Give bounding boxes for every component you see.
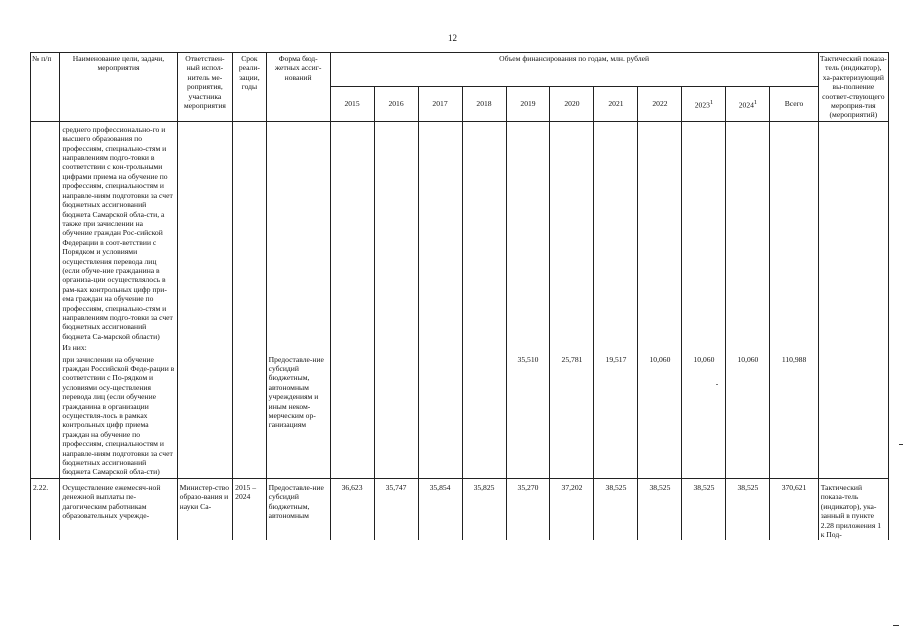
- cell-empty: [330, 342, 374, 353]
- cell-empty: [682, 342, 726, 353]
- value-cell: 38,525: [726, 478, 770, 540]
- cell-empty: [266, 342, 330, 353]
- cell-empty: [418, 342, 462, 353]
- value-cell: 36,623: [330, 478, 374, 540]
- header-year: 2021: [594, 86, 638, 121]
- value-cell: 35,747: [374, 478, 418, 540]
- row-term: 2015 – 2024: [233, 478, 267, 540]
- value-cell: 38,525: [594, 478, 638, 540]
- value-cell: 35,825: [462, 478, 506, 540]
- sub-item-description: при зачислении на обучение граждан Российской Феде-рации в соответствии с По-рядком и условиями осу-ществления перевода лиц (если обучение гражданина в организации осуществля-лось в рамках контрольных цифр приема граждан на обучение по профессиям, специальностям и направле-ниям подготовки за счет бюджетных ассигнований бюджета Самарской обла-сти): [60, 354, 177, 479]
- of-them-label: Из них:: [60, 342, 177, 353]
- sub-item-form: Предоставле-ние субсидий бюджетным, автономным учреждениям и иным неком-мерческим ор-ганизациям: [266, 354, 330, 479]
- cell-empty: [818, 354, 888, 479]
- footnote-mark: 1: [709, 98, 714, 106]
- year-label: 2024: [738, 100, 754, 110]
- header-form: Форма бюд-жетных ассиг-нований: [266, 53, 330, 122]
- row-responsible: Министер-ство образо-вания и науки Са-: [177, 478, 233, 540]
- table-row: [31, 121, 889, 342]
- value-cell: 37,202: [550, 478, 594, 540]
- year-label: 2023: [694, 100, 710, 110]
- cell-number: [31, 354, 60, 479]
- margin-mark: [899, 444, 903, 445]
- value-cell: 38,525: [682, 478, 726, 540]
- cell-empty: [594, 121, 638, 342]
- header-year: 2020: [550, 86, 594, 121]
- value-cell: 25,781: [550, 354, 594, 479]
- value-cell: 10,060: [726, 354, 770, 479]
- header-year: [682, 86, 726, 121]
- header-name: Наименование цели, задачи, мероприятия: [60, 53, 177, 122]
- value-cell: 10,060: [638, 354, 682, 479]
- total-cell: 110,988: [770, 354, 818, 479]
- header-indicator: Тактический показа-тель (индикатор), ха-рактеризующий вы-полнение соответ-ствующего мероприя-тия (мероприятий): [819, 54, 887, 120]
- cell-empty: [506, 121, 550, 342]
- cell-empty: [330, 121, 374, 342]
- row-number: 2.22.: [31, 478, 60, 540]
- cell-empty: [177, 354, 233, 479]
- cell-empty: [233, 121, 267, 342]
- cell-empty: [818, 342, 888, 353]
- header-year: 2017: [418, 86, 462, 121]
- cell-empty: [374, 121, 418, 342]
- value-cell: 10,060: [682, 354, 726, 479]
- header-year: 2018: [462, 86, 506, 121]
- cell-empty: [462, 121, 506, 342]
- cell-empty: [682, 121, 726, 342]
- cell-empty: [770, 121, 818, 342]
- cell-empty: [177, 121, 233, 342]
- header-funding: Объем финансирования по годам, млн. рублей: [330, 53, 818, 87]
- continued-description: среднего профессионально-го и высшего образования по профессиям, специально-стям и направлениям подго-товки в соответствии с кон-трольными цифрами приема на обучение по профессиям, специальностям и направле-ниям подготовки за счет бюджетных ассигнований бюджета Самарской обла-сти, а также при зачислении на обучение граждан Рос-сийской Федерации в соот-ветствии с Порядком и условиями осуществления перевода лиц (если обуче-ние гражданина в организа-ции осуществлялось в рам-ках контрольных цифр при-ема граждан на обучение по профессиям, специально-стям и направлениям подго-товки за счет бюджетных ассигнований бюджета Са-марской области): [60, 121, 177, 342]
- row-indicator: Тактический показа-тель (индикатор), ука-занный в пункте 2.28 приложения 1 к Под-: [818, 478, 888, 540]
- header-responsible: Ответствен-ный испол-нитель ме-роприятия, участника мероприятия: [177, 53, 233, 122]
- table-row: [31, 478, 889, 540]
- total-cell: 370,621: [770, 478, 818, 540]
- cell-number: [31, 342, 60, 353]
- funding-table: [30, 52, 889, 540]
- cell-empty: [233, 354, 267, 479]
- header-number: № п/п: [31, 53, 60, 122]
- cell-empty: [726, 121, 770, 342]
- header-term: Срок реали-зации, годы: [233, 53, 267, 122]
- header-year: [726, 86, 770, 121]
- value-cell: [330, 354, 374, 479]
- value-cell: 38,525: [638, 478, 682, 540]
- footnote-mark: 1: [753, 98, 758, 106]
- value-cell: [418, 354, 462, 479]
- value-cell: 35,270: [506, 478, 550, 540]
- margin-mark: [893, 625, 899, 626]
- cell-empty: [550, 121, 594, 342]
- cell-empty: [726, 342, 770, 353]
- header-year: 2022: [638, 86, 682, 121]
- header-year: 2015: [330, 86, 374, 121]
- value-cell: [374, 354, 418, 479]
- table-header: [31, 53, 889, 122]
- cell-empty: [638, 121, 682, 342]
- table-row: [31, 342, 889, 353]
- page-number: 12: [448, 33, 457, 43]
- cell-empty: [177, 342, 233, 353]
- header-year: 2016: [374, 86, 418, 121]
- scan-artifact: [716, 384, 718, 385]
- cell-empty: [770, 342, 818, 353]
- row-form: Предоставле-ние субсидий бюджетным, автономным: [266, 478, 330, 540]
- cell-empty: [266, 121, 330, 342]
- row-description: Осуществление ежемесяч-ной денежной выплаты пе-дагогическим работникам образовательных учрежде-: [60, 478, 177, 540]
- cell-empty: [374, 342, 418, 353]
- value-cell: 35,510: [506, 354, 550, 479]
- cell-number: [31, 121, 60, 342]
- cell-empty: [418, 121, 462, 342]
- value-cell: [462, 354, 506, 479]
- cell-empty: [594, 342, 638, 353]
- table-row: [31, 354, 889, 479]
- value-cell: 19,517: [594, 354, 638, 479]
- cell-empty: [550, 342, 594, 353]
- header-total: Всего: [770, 86, 818, 121]
- cell-empty: [506, 342, 550, 353]
- cell-empty: [818, 121, 888, 342]
- value-cell: 35,854: [418, 478, 462, 540]
- header-year: 2019: [506, 86, 550, 121]
- cell-empty: [462, 342, 506, 353]
- cell-empty: [638, 342, 682, 353]
- cell-empty: [233, 342, 267, 353]
